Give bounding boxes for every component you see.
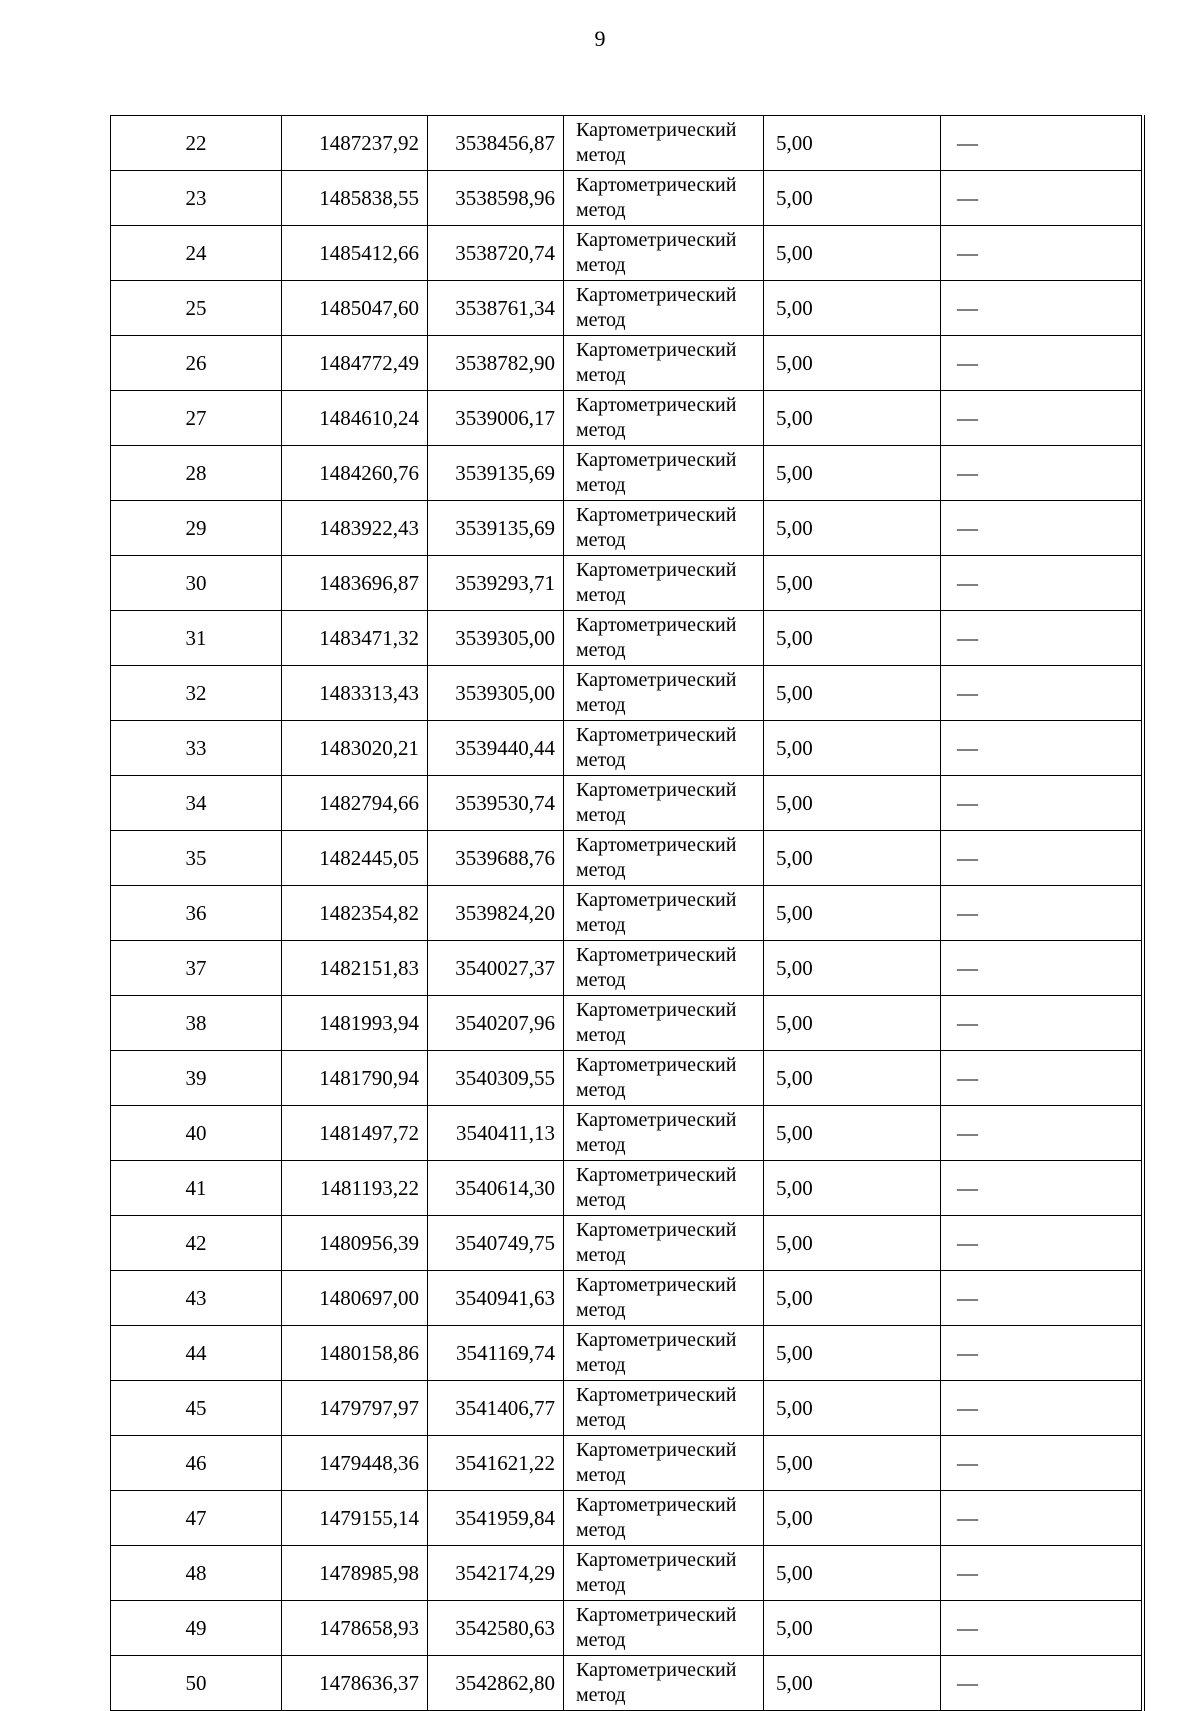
coordinate-x-cell: 1482445,05	[282, 831, 428, 886]
table-row	[111, 116, 1143, 171]
accuracy-cell: 5,00	[764, 611, 941, 666]
table-row	[111, 1381, 1143, 1436]
point-number-cell: 40	[111, 1106, 282, 1161]
method-cell: Картометрический метод	[564, 226, 764, 281]
table-row	[111, 1546, 1143, 1601]
accuracy-cell: 5,00	[764, 996, 941, 1051]
description-cell: —	[941, 1381, 1143, 1436]
method-cell: Картометрический метод	[564, 391, 764, 446]
coordinate-y-cell: 3539440,44	[428, 721, 564, 776]
coordinate-y-cell: 3541169,74	[428, 1326, 564, 1381]
coordinate-y-cell: 3540027,37	[428, 941, 564, 996]
table-row	[111, 611, 1143, 666]
description-cell: —	[941, 1546, 1143, 1601]
coordinate-y-cell: 3539006,17	[428, 391, 564, 446]
table-row	[111, 1216, 1143, 1271]
description-cell: —	[941, 886, 1143, 941]
coordinate-y-cell: 3539305,00	[428, 666, 564, 721]
coordinates-table	[110, 115, 1145, 1711]
coordinate-x-cell: 1484260,76	[282, 446, 428, 501]
point-number-cell: 42	[111, 1216, 282, 1271]
coordinate-x-cell: 1483471,32	[282, 611, 428, 666]
coordinate-y-cell: 3542174,29	[428, 1546, 564, 1601]
accuracy-cell: 5,00	[764, 336, 941, 391]
table-row	[111, 556, 1143, 611]
description-cell: —	[941, 226, 1143, 281]
coordinates-table-container	[110, 115, 1142, 1711]
table-row	[111, 171, 1143, 226]
table-row	[111, 226, 1143, 281]
coordinate-x-cell: 1482354,82	[282, 886, 428, 941]
coordinate-x-cell: 1480158,86	[282, 1326, 428, 1381]
coordinate-y-cell: 3539530,74	[428, 776, 564, 831]
method-cell: Картометрический метод	[564, 1271, 764, 1326]
point-number-cell: 38	[111, 996, 282, 1051]
table-row	[111, 391, 1143, 446]
description-cell: —	[941, 1436, 1143, 1491]
point-number-cell: 48	[111, 1546, 282, 1601]
method-cell: Картометрический метод	[564, 996, 764, 1051]
point-number-cell: 28	[111, 446, 282, 501]
table-row	[111, 446, 1143, 501]
accuracy-cell: 5,00	[764, 1381, 941, 1436]
accuracy-cell: 5,00	[764, 1326, 941, 1381]
accuracy-cell: 5,00	[764, 1656, 941, 1711]
method-cell: Картометрический метод	[564, 446, 764, 501]
accuracy-cell: 5,00	[764, 1216, 941, 1271]
accuracy-cell: 5,00	[764, 776, 941, 831]
point-number-cell: 24	[111, 226, 282, 281]
description-cell: —	[941, 281, 1143, 336]
description-cell: —	[941, 1601, 1143, 1656]
accuracy-cell: 5,00	[764, 886, 941, 941]
coordinate-y-cell: 3540749,75	[428, 1216, 564, 1271]
table-row	[111, 336, 1143, 391]
coordinate-y-cell: 3542580,63	[428, 1601, 564, 1656]
method-cell: Картометрический метод	[564, 556, 764, 611]
description-cell: —	[941, 171, 1143, 226]
point-number-cell: 44	[111, 1326, 282, 1381]
method-cell: Картометрический метод	[564, 501, 764, 556]
point-number-cell: 36	[111, 886, 282, 941]
coordinate-x-cell: 1478658,93	[282, 1601, 428, 1656]
coordinate-y-cell: 3540941,63	[428, 1271, 564, 1326]
accuracy-cell: 5,00	[764, 1161, 941, 1216]
description-cell: —	[941, 1161, 1143, 1216]
table-body	[111, 116, 1143, 1711]
description-cell: —	[941, 941, 1143, 996]
accuracy-cell: 5,00	[764, 501, 941, 556]
accuracy-cell: 5,00	[764, 446, 941, 501]
coordinate-x-cell: 1478636,37	[282, 1656, 428, 1711]
description-cell: —	[941, 1271, 1143, 1326]
accuracy-cell: 5,00	[764, 116, 941, 171]
method-cell: Картометрический метод	[564, 281, 764, 336]
method-cell: Картометрический метод	[564, 1656, 764, 1711]
coordinate-x-cell: 1478985,98	[282, 1546, 428, 1601]
description-cell: —	[941, 446, 1143, 501]
point-number-cell: 43	[111, 1271, 282, 1326]
table-row	[111, 1326, 1143, 1381]
accuracy-cell: 5,00	[764, 721, 941, 776]
table-row	[111, 501, 1143, 556]
coordinate-x-cell: 1485838,55	[282, 171, 428, 226]
point-number-cell: 27	[111, 391, 282, 446]
method-cell: Картометрический метод	[564, 941, 764, 996]
description-cell: —	[941, 1656, 1143, 1711]
accuracy-cell: 5,00	[764, 1491, 941, 1546]
table-row	[111, 831, 1143, 886]
coordinate-y-cell: 3538782,90	[428, 336, 564, 391]
point-number-cell: 50	[111, 1656, 282, 1711]
coordinate-x-cell: 1481193,22	[282, 1161, 428, 1216]
point-number-cell: 32	[111, 666, 282, 721]
table-row	[111, 1436, 1143, 1491]
accuracy-cell: 5,00	[764, 941, 941, 996]
description-cell: —	[941, 336, 1143, 391]
accuracy-cell: 5,00	[764, 1271, 941, 1326]
coordinate-y-cell: 3539135,69	[428, 446, 564, 501]
coordinate-x-cell: 1487237,92	[282, 116, 428, 171]
method-cell: Картометрический метод	[564, 171, 764, 226]
accuracy-cell: 5,00	[764, 1601, 941, 1656]
method-cell: Картометрический метод	[564, 776, 764, 831]
coordinate-x-cell: 1479448,36	[282, 1436, 428, 1491]
table-row	[111, 666, 1143, 721]
coordinate-y-cell: 3540309,55	[428, 1051, 564, 1106]
method-cell: Картометрический метод	[564, 1216, 764, 1271]
coordinate-y-cell: 3539135,69	[428, 501, 564, 556]
method-cell: Картометрический метод	[564, 1051, 764, 1106]
point-number-cell: 35	[111, 831, 282, 886]
coordinate-y-cell: 3539305,00	[428, 611, 564, 666]
point-number-cell: 25	[111, 281, 282, 336]
description-cell: —	[941, 1491, 1143, 1546]
coordinate-x-cell: 1483020,21	[282, 721, 428, 776]
point-number-cell: 47	[111, 1491, 282, 1546]
accuracy-cell: 5,00	[764, 1106, 941, 1161]
method-cell: Картометрический метод	[564, 1381, 764, 1436]
accuracy-cell: 5,00	[764, 831, 941, 886]
point-number-cell: 34	[111, 776, 282, 831]
method-cell: Картометрический метод	[564, 1491, 764, 1546]
coordinate-x-cell: 1483922,43	[282, 501, 428, 556]
point-number-cell: 23	[111, 171, 282, 226]
accuracy-cell: 5,00	[764, 666, 941, 721]
coordinate-y-cell: 3538598,96	[428, 171, 564, 226]
method-cell: Картометрический метод	[564, 1546, 764, 1601]
table-row	[111, 886, 1143, 941]
method-cell: Картометрический метод	[564, 666, 764, 721]
method-cell: Картометрический метод	[564, 1106, 764, 1161]
method-cell: Картометрический метод	[564, 1326, 764, 1381]
method-cell: Картометрический метод	[564, 1601, 764, 1656]
coordinate-x-cell: 1479797,97	[282, 1381, 428, 1436]
point-number-cell: 29	[111, 501, 282, 556]
point-number-cell: 37	[111, 941, 282, 996]
coordinate-x-cell: 1482794,66	[282, 776, 428, 831]
coordinate-y-cell: 3542862,80	[428, 1656, 564, 1711]
accuracy-cell: 5,00	[764, 1051, 941, 1106]
description-cell: —	[941, 501, 1143, 556]
coordinate-y-cell: 3539293,71	[428, 556, 564, 611]
description-cell: —	[941, 666, 1143, 721]
coordinate-x-cell: 1482151,83	[282, 941, 428, 996]
table-row	[111, 1051, 1143, 1106]
accuracy-cell: 5,00	[764, 171, 941, 226]
coordinate-x-cell: 1484610,24	[282, 391, 428, 446]
point-number-cell: 31	[111, 611, 282, 666]
description-cell: —	[941, 1326, 1143, 1381]
point-number-cell: 41	[111, 1161, 282, 1216]
coordinate-x-cell: 1480956,39	[282, 1216, 428, 1271]
table-row	[111, 1656, 1143, 1711]
point-number-cell: 26	[111, 336, 282, 391]
coordinate-x-cell: 1484772,49	[282, 336, 428, 391]
accuracy-cell: 5,00	[764, 391, 941, 446]
point-number-cell: 45	[111, 1381, 282, 1436]
page-number: 9	[594, 26, 606, 51]
point-number-cell: 22	[111, 116, 282, 171]
table-row	[111, 996, 1143, 1051]
method-cell: Картометрический метод	[564, 831, 764, 886]
point-number-cell: 39	[111, 1051, 282, 1106]
table-row	[111, 281, 1143, 336]
description-cell: —	[941, 776, 1143, 831]
point-number-cell: 33	[111, 721, 282, 776]
coordinate-x-cell: 1479155,14	[282, 1491, 428, 1546]
table-row	[111, 776, 1143, 831]
description-cell: —	[941, 1216, 1143, 1271]
coordinate-x-cell: 1485412,66	[282, 226, 428, 281]
table-row	[111, 1601, 1143, 1656]
description-cell: —	[941, 996, 1143, 1051]
method-cell: Картометрический метод	[564, 886, 764, 941]
table-row	[111, 1161, 1143, 1216]
table-row	[111, 1106, 1143, 1161]
method-cell: Картометрический метод	[564, 721, 764, 776]
table-row	[111, 1271, 1143, 1326]
point-number-cell: 49	[111, 1601, 282, 1656]
coordinate-x-cell: 1480697,00	[282, 1271, 428, 1326]
accuracy-cell: 5,00	[764, 1436, 941, 1491]
description-cell: —	[941, 556, 1143, 611]
coordinate-y-cell: 3538456,87	[428, 116, 564, 171]
method-cell: Картометрический метод	[564, 1161, 764, 1216]
coordinate-y-cell: 3538761,34	[428, 281, 564, 336]
coordinate-x-cell: 1481993,94	[282, 996, 428, 1051]
coordinate-y-cell: 3539824,20	[428, 886, 564, 941]
coordinate-y-cell: 3541406,77	[428, 1381, 564, 1436]
method-cell: Картометрический метод	[564, 611, 764, 666]
coordinate-y-cell: 3540207,96	[428, 996, 564, 1051]
method-cell: Картометрический метод	[564, 116, 764, 171]
description-cell: —	[941, 831, 1143, 886]
description-cell: —	[941, 116, 1143, 171]
table-row	[111, 1491, 1143, 1546]
accuracy-cell: 5,00	[764, 281, 941, 336]
coordinate-x-cell: 1481790,94	[282, 1051, 428, 1106]
method-cell: Картометрический метод	[564, 1436, 764, 1491]
coordinate-y-cell: 3541959,84	[428, 1491, 564, 1546]
coordinate-y-cell: 3541621,22	[428, 1436, 564, 1491]
coordinate-y-cell: 3538720,74	[428, 226, 564, 281]
table-row	[111, 721, 1143, 776]
accuracy-cell: 5,00	[764, 556, 941, 611]
coordinate-x-cell: 1483313,43	[282, 666, 428, 721]
coordinate-x-cell: 1485047,60	[282, 281, 428, 336]
coordinate-y-cell: 3539688,76	[428, 831, 564, 886]
coordinate-x-cell: 1481497,72	[282, 1106, 428, 1161]
point-number-cell: 46	[111, 1436, 282, 1491]
accuracy-cell: 5,00	[764, 1546, 941, 1601]
description-cell: —	[941, 391, 1143, 446]
accuracy-cell: 5,00	[764, 226, 941, 281]
point-number-cell: 30	[111, 556, 282, 611]
table-row	[111, 941, 1143, 996]
description-cell: —	[941, 1106, 1143, 1161]
coordinate-y-cell: 3540411,13	[428, 1106, 564, 1161]
description-cell: —	[941, 1051, 1143, 1106]
description-cell: —	[941, 611, 1143, 666]
method-cell: Картометрический метод	[564, 336, 764, 391]
coordinate-x-cell: 1483696,87	[282, 556, 428, 611]
description-cell: —	[941, 721, 1143, 776]
coordinate-y-cell: 3540614,30	[428, 1161, 564, 1216]
